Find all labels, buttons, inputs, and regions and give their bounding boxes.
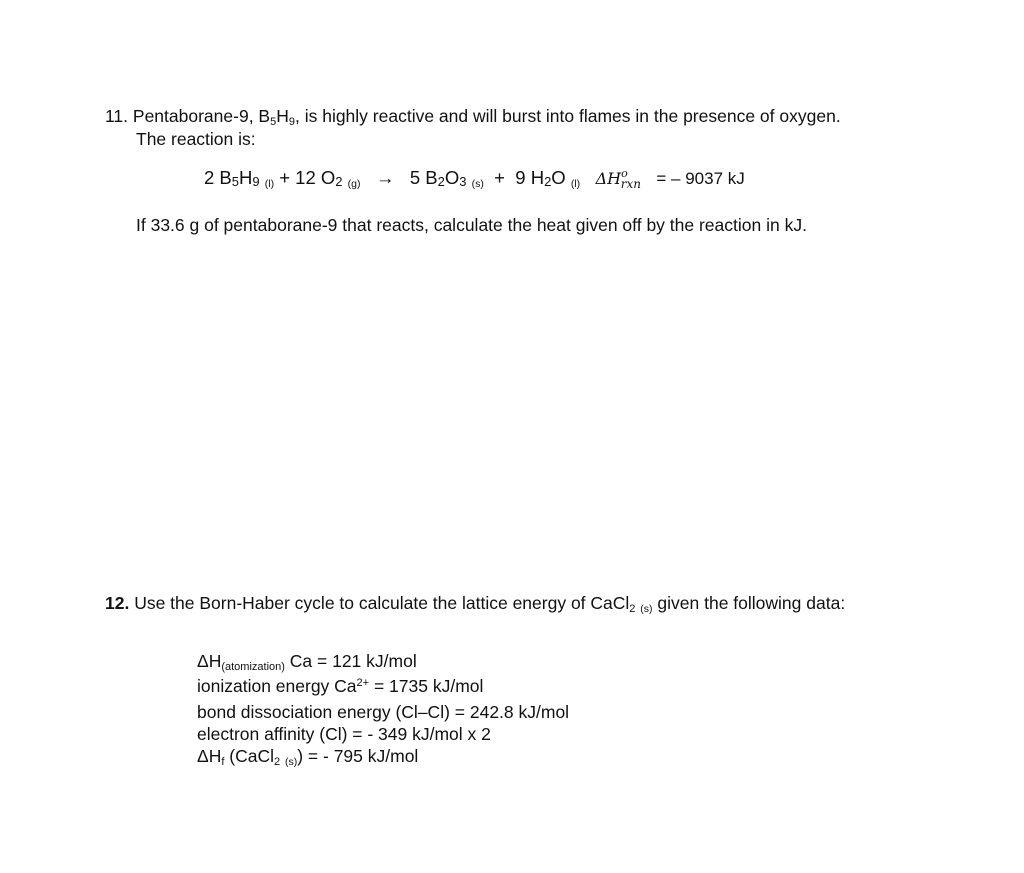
state-label: (g) xyxy=(347,178,361,190)
eq-term: 5 B xyxy=(409,167,438,188)
reaction-equation xyxy=(204,166,745,193)
subscript: rxn xyxy=(620,177,641,191)
question-12-line xyxy=(105,592,845,617)
question-11-text-a: Pentaborane-9, B xyxy=(132,106,271,126)
eq-term: O xyxy=(444,167,460,188)
eq-term: + xyxy=(494,167,505,188)
subscript: 2 xyxy=(273,756,281,769)
data-value: Ca = 121 kJ/mol xyxy=(284,651,417,671)
question-11-line2: The reaction is: xyxy=(136,129,256,149)
born-haber-data-list xyxy=(197,650,569,770)
data-atomization xyxy=(197,650,569,675)
superscript: 2+ xyxy=(356,677,370,690)
state-label: (s) xyxy=(640,603,653,615)
subscript: (atomization) xyxy=(221,661,285,673)
delta-h-symbol: ΔH xyxy=(197,651,222,671)
subscript: 2 xyxy=(335,174,343,189)
data-value: ) = - 795 kJ/mol xyxy=(297,746,419,767)
arrow-icon: → xyxy=(375,167,395,188)
subscript: 9 xyxy=(288,116,295,128)
question-11-text-e: , is highly reactive and will burst into flames in the presence of oxygen. xyxy=(294,106,841,126)
data-formation xyxy=(197,745,569,770)
delta-h-symbol: ΔH xyxy=(595,169,622,188)
data-label: ionization energy Ca xyxy=(197,676,357,697)
eq-term: 9 H xyxy=(515,167,545,188)
question-11-number: 11. xyxy=(105,106,129,126)
state-label: (s) xyxy=(471,178,484,190)
data-value: = 1735 kJ/mol xyxy=(369,676,484,697)
question-11-prompt: If 33.6 g of pentaborane-9 that reacts, calculate the heat given off by the reaction in kJ. xyxy=(136,215,807,235)
subscript: 5 xyxy=(231,174,240,189)
question-11-line1 xyxy=(105,105,841,130)
data-label: (CaCl xyxy=(224,746,274,767)
eq-term: O xyxy=(551,167,566,188)
state-label: (s) xyxy=(284,756,298,769)
subscript: f xyxy=(221,756,225,769)
question-12-number: 12. xyxy=(105,593,130,613)
eq-term: H xyxy=(239,167,253,188)
data-ionization xyxy=(197,675,569,700)
subscript: 2 xyxy=(437,174,445,189)
subscript: 5 xyxy=(270,116,277,128)
state-label: (l) xyxy=(264,178,275,190)
data-electron-affinity: electron affinity (Cl) = - 349 kJ/mol x 2 xyxy=(197,723,491,744)
delta-h-symbol: ΔH xyxy=(197,746,222,767)
data-bond-dissociation: bond dissociation energy (Cl–Cl) = 242.8 kJ/mol xyxy=(197,701,570,722)
eq-term: + 12 O xyxy=(279,167,336,188)
subscript: 3 xyxy=(459,174,467,189)
eq-term: 2 B xyxy=(204,167,232,188)
question-12-text-b: given the following data: xyxy=(652,593,846,613)
state-label: (l) xyxy=(570,178,581,190)
delta-h-value: = – 9037 kJ xyxy=(656,169,745,188)
question-12-text-a: Use the Born-Haber cycle to calculate the lattice energy of CaCl xyxy=(129,593,630,613)
subscript: 2 xyxy=(544,174,552,189)
superscript: o xyxy=(621,167,628,180)
subscript: 2 xyxy=(629,603,636,615)
subscript: 9 xyxy=(252,174,260,189)
question-11-text-c: H xyxy=(276,106,289,126)
